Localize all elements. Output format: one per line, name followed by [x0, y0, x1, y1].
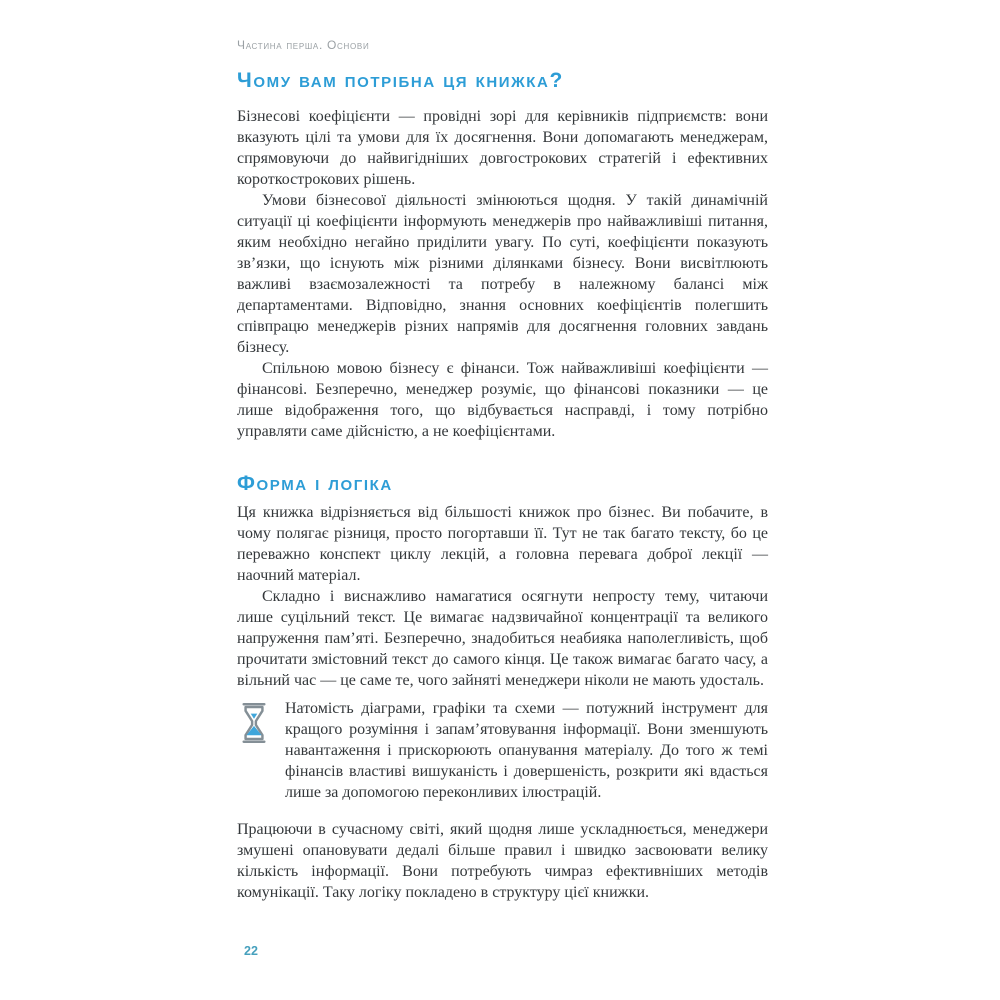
text-column	[237, 38, 768, 903]
hourglass-icon	[239, 701, 269, 745]
hourglass-note	[237, 698, 768, 803]
paragraph: Натомість діаграми, графіки та схеми — потужний інструмент для кращого розуміння і запам’ятовування інформації. Вони зменшують навантаження і прискорюють опанування матеріалу. До того ж темі фінансів властиві вишуканість і довершеність, розкрити які вдасться лише за допомогою переконливих ілюстрацій.	[285, 700, 768, 801]
paragraph: Бізнесові коефіцієнти — провідні зорі для керівників підприємств: вони вказують цілі та умови для їх досягнення. Вони допомагають менеджерам, спрямовуючи до найвигідніших довгострокових стратегій і ефективних короткострокових рішень.	[237, 108, 768, 188]
paragraph: Працюючи в сучасному світі, який щодня лише ускладнюється, менеджери змушені опановувати дедалі більше правил і швидко засвоювати велику кількість інформації. Вони потребують чимраз ефективніших методів комунікації. Таку логіку покладено в структуру цієї книжки.	[237, 821, 768, 901]
section-heading: Форма і логіка	[237, 472, 393, 495]
paragraph: Умови бізнесової діяльності змінюються щодня. У такій динамічній ситуації ці коефіцієнти інформують менеджерів про найважливіші питання, яким необхідно негайно приділити увагу. По суті, коефіцієнти показують зв’язки, що існують між різними ділянками бізнесу. Вони висвітлюють важливі взаємозалежності та потребу в належному балансі між департаментами. Відповідно, знання основних коефіцієнтів полегшить співпрацю менеджерів різних напрямів для досягнення головних завдань бізнесу.	[237, 192, 768, 356]
section-why-you-need-this-book	[237, 68, 768, 442]
paragraph: Ця книжка відрізняється від більшості книжок про бізнес. Ви побачите, в чому полягає різниця, просто погортавши її. Тут не так багато тексту, бо це переважно конспект циклу лекцій, а головна перевага доброї лекції — наочний матеріал.	[237, 504, 768, 584]
page-number: 22	[244, 944, 258, 958]
section-form-and-logic	[237, 471, 768, 903]
running-header: Частина перша. Основи	[237, 38, 370, 52]
paragraph: Складно і виснажливо намагатися осягнути непросту тему, читаючи лише суцільний текст. Це вимагає надзвичайної концентрації та великого напруження пам’яті. Безперечно, знадобиться неабияка наполегливість, щоб прочитати змістовний текст до самого кінця. Це також вимагає багато часу, а вільний час — це саме те, чого зайняті менеджери ніколи не мають удосталь.	[237, 588, 768, 689]
paragraph: Спільною мовою бізнесу є фінанси. Тож найважливіші коефіцієнти — фінансові. Безперечно, менеджер розуміє, що фінансові показники — це лише відображення того, що відбувається насправді, і тому потрібно управляти саме дійсністю, а не коефіцієнтами.	[237, 360, 768, 440]
section-heading: Чому вам потрібна ця книжка?	[237, 69, 564, 92]
